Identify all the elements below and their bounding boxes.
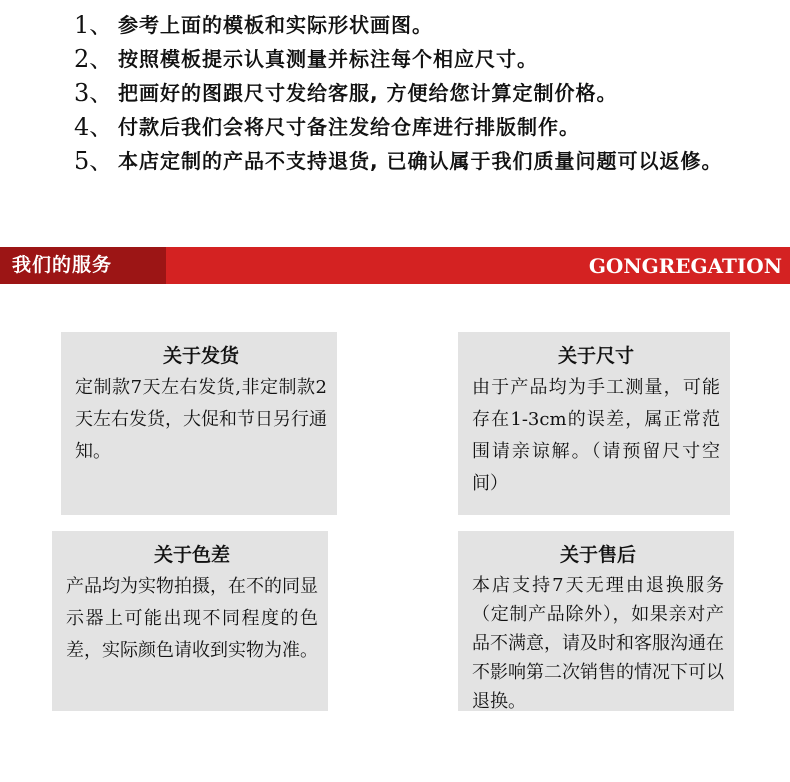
color-difference-card xyxy=(52,531,328,711)
step-text: 参考上面的模板和实际形状画图。 xyxy=(118,13,433,37)
step-number: 3、 xyxy=(74,79,114,107)
size-info-card xyxy=(458,332,730,515)
step-item xyxy=(74,10,754,40)
card-title: 关于色差 xyxy=(153,544,230,566)
step-item xyxy=(74,112,754,142)
step-item xyxy=(74,44,754,74)
services-banner xyxy=(0,247,790,284)
step-item xyxy=(74,146,738,176)
card-body: 产品均为实物拍摄，在不的同显示器上可能出现不同程度的色差，实际颜色请收到实物为准。 xyxy=(66,576,318,661)
instruction-steps xyxy=(74,10,754,176)
step-number: 2、 xyxy=(74,45,114,73)
step-number: 5、 xyxy=(74,147,114,175)
card-title: 关于发货 xyxy=(162,345,239,367)
step-text: 把画好的图跟尺寸发给客服, 方便给您计算定制价格。 xyxy=(118,81,618,105)
card-title: 关于尺寸 xyxy=(557,345,634,367)
after-sale-card xyxy=(458,531,734,711)
step-text: 本店定制的产品不支持退货, 已确认属于我们质量问题可以返修。 xyxy=(118,149,723,173)
step-item xyxy=(74,78,754,108)
step-number: 4、 xyxy=(74,113,114,141)
card-body: 定制款7天左右发货,非定制款2天左右发货，大促和节日另行通知。 xyxy=(75,377,327,462)
brand-name: GONGREGATION xyxy=(588,254,782,278)
card-title: 关于售后 xyxy=(559,544,636,566)
step-text: 付款后我们会将尺寸备注发给仓库进行排版制作。 xyxy=(118,115,580,139)
shipping-info-card xyxy=(61,332,337,515)
card-body: 本店支持7天无理由退换服务（定制产品除外），如果亲对产品不满意，请及时和客服沟通在不影响第二次销售的情况下可以退换。 xyxy=(472,575,724,712)
step-number: 1、 xyxy=(74,11,114,39)
card-body: 由于产品均为手工测量，可能存在1-3cm的误差，属正常范围请亲谅解。（请预留尺寸空间） xyxy=(472,377,720,494)
services-title: 我们的服务 xyxy=(0,247,166,284)
step-text: 按照模板提示认真测量并标注每个相应尺寸。 xyxy=(118,47,538,71)
